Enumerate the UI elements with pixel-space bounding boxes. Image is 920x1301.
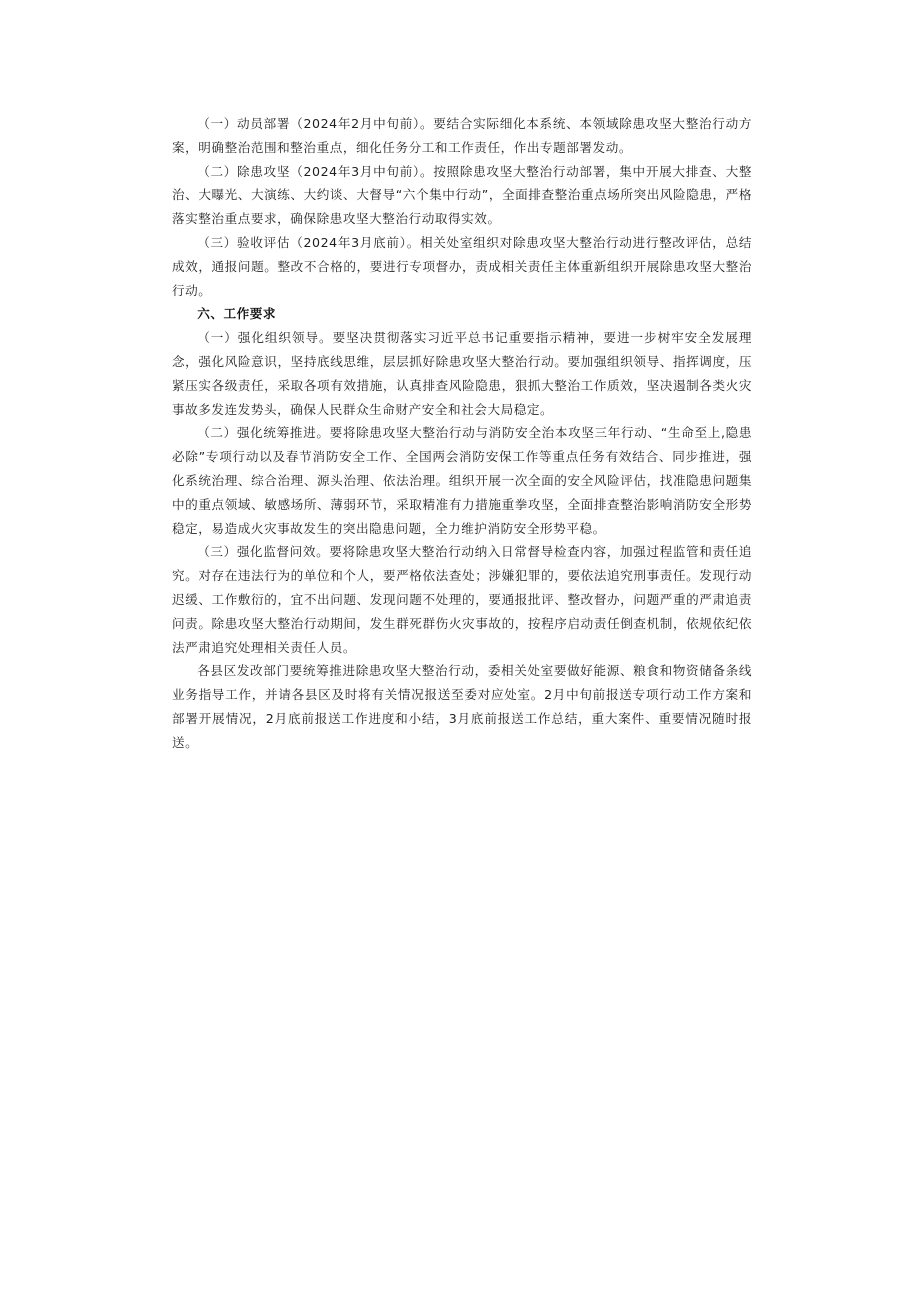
paragraph-overall-coordination: （二）强化统筹推进。要将除患攻坚大整治行动与消防安全治本攻坚三年行动、“生命至上,隐患必除”专项行动以及春节消防安全工作、全国两会消防安保工作等重点任务有效结合、同步推进，强化系统治理、综合治理、源头治理、依法治理。组织开展一次全面的安全风险评估，找准隐患问题集中的重点领域、敏感场所、薄弱环节，采取精准有力措施重拳攻坚，全面排查整治影响消防安全形势稳定，易造成火灾事故发生的突出隐患问题，全力维护消防安全形势平稳。 xyxy=(172,425,752,536)
section-heading-work-requirements: 六、工作要求 xyxy=(197,306,277,322)
paragraph-organizational-leadership: （一）强化组织领导。要坚决贯彻落实习近平总书记重要指示精神，要进一步树牢安全发展理念，强化风险意识，坚持底线思维，层层抓好除患攻坚大整治行动。要加强组织领导、指挥调度，压紧压实各级责任，采取各项有效措施，认真排查风险隐患，狠抓大整治工作质效，坚决遏制各类火灾事故多发连发势头，确保人民群众生命财产安全和社会大局稳定。 xyxy=(172,330,752,417)
paragraph-acceptance-evaluation: （三）验收评估（2024年3月底前）。相关处室组织对除患攻坚大整治行动进行整改评估，总结成效，通报问题。整改不合格的，要进行专项督办，责成相关责任主体重新组织开展除患攻坚大整治行动。 xyxy=(172,234,752,298)
paragraph-hazard-removal: （二）除患攻坚（2024年3月中旬前）。按照除患攻坚大整治行动部署，集中开展大排查、大整治、大曝光、大演练、大约谈、大督导“六个集中行动”，全面排查整治重点场所突出风险隐患，严格落实整治重点要求，确保除患攻坚大整治行动取得实效。 xyxy=(172,163,752,227)
paragraph-county-reporting: 各县区发改部门要统筹推进除患攻坚大整治行动，委相关处室要做好能源、粮食和物资储备条线业务指导工作，并请各县区及时将有关情况报送至委对应处室。2月中旬前报送专项行动工作方案和部署开展情况，2月底前报送工作进度和小结，3月底前报送工作总结，重大案件、重要情况随时报送。 xyxy=(172,663,752,750)
paragraph-mobilization: （一）动员部署（2024年2月中旬前）。要结合实际细化本系统、本领域除患攻坚大整治行动方案，明确整治范围和整治重点，细化任务分工和工作责任，作出专题部署发动。 xyxy=(172,116,752,155)
document-body xyxy=(172,112,752,755)
paragraph-supervision-accountability: （三）强化监督问效。要将除患攻坚大整治行动纳入日常督导检查内容，加强过程监管和责任追究。对存在违法行为的单位和个人，要严格依法查处；涉嫌犯罪的，要依法追究刑事责任。发现行动迟缓、工作敷衍的，宜不出问题、发现问题不处理的，要通报批评、整改督办，问题严重的严肃追责问责。除患攻坚大整治行动期间，发生群死群伤火灾事故的，按程序启动责任倒查机制，依规依纪依法严肃追究处理相关责任人员。 xyxy=(172,544,752,655)
